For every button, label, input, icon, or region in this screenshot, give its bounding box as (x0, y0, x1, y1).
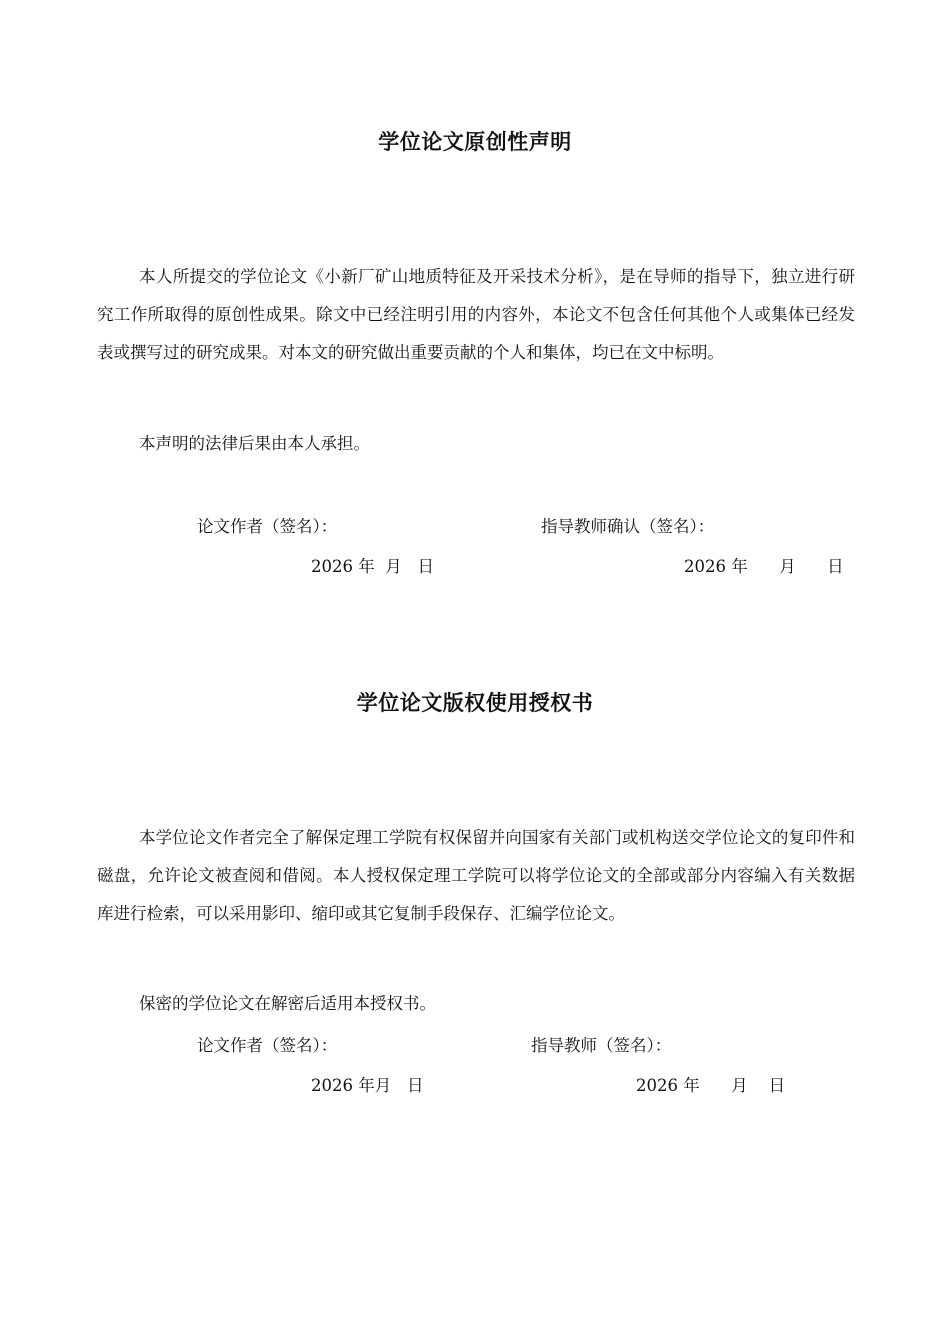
declaration-author-signature-label: 论文作者（签名）： (197, 517, 338, 536)
copyright-author-date: 2026 年月 日 (311, 1076, 424, 1095)
declaration-advisor-signature-label: 指导教师确认（签名）： (541, 517, 715, 536)
declaration-paragraph-2: 本声明的法律后果由本人承担。 (139, 434, 370, 453)
copyright-advisor-signature-label: 指导教师（签名）： (531, 1036, 672, 1055)
copyright-paragraph-2: 保密的学位论文在解密后适用本授权书。 (139, 994, 436, 1013)
declaration-author-date: 2026 年 月 日 (311, 557, 434, 576)
declaration-paragraph-1: 本人所提交的学位论文《小新厂矿山地质特征及开采技术分析》，是在导师的指导下，独立进行研究工作所取得的原创性成果。除文中已经注明引用的内容外，本论文不包含任何其他个人或集体已经发表或撰写过的研究成果。对本文的研究做出重要贡献的个人和集体，均已在文中标明。 (97, 267, 855, 362)
copyright-paragraph-1: 本学位论文作者完全了解保定理工学院有权保留并向国家有关部门或机构送交学位论文的复印件和磁盘，允许论文被查阅和借阅。本人授权保定理工学院可以将学位论文的全部或部分内容编入有关数据库进行检索，可以采用影印、缩印或其它复制手段保存、汇编学位论文。 (97, 828, 855, 923)
declaration-advisor-date: 2026 年 月 日 (684, 557, 844, 576)
copyright-title: 学位论文版权使用授权书 (356, 691, 594, 715)
declaration-title: 学位论文原创性声明 (378, 130, 572, 154)
copyright-advisor-date: 2026 年 月 日 (636, 1076, 786, 1095)
copyright-author-signature-label: 论文作者（签名）： (197, 1036, 338, 1055)
